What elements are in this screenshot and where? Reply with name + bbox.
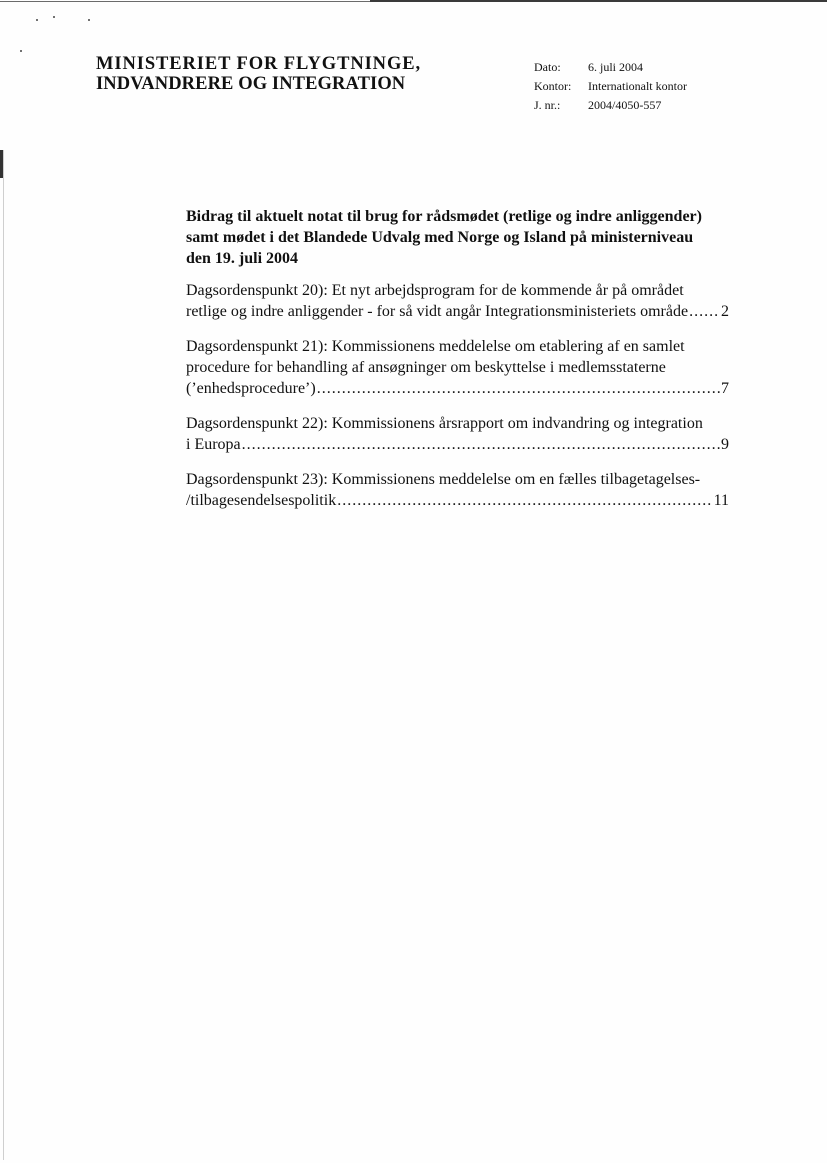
ministry-name	[96, 54, 496, 94]
toc-entry-last-line	[186, 490, 729, 511]
toc-entry-20	[186, 280, 729, 322]
scan-speck	[36, 19, 38, 21]
toc-entry-last-line	[186, 301, 729, 322]
toc-entry-last-line	[186, 434, 729, 455]
journal-number-value: 2004/4050-557	[588, 98, 662, 112]
toc-leader-dots	[242, 434, 720, 455]
toc-entry-line: procedure for behandling af ansøgninger om beskyttelse i medlemsstaterne	[186, 359, 666, 376]
toc-entry-line: i Europa	[186, 436, 241, 453]
toc-page-number: 9	[721, 436, 729, 453]
toc-entry-last-line	[186, 378, 729, 399]
toc-entry-22	[186, 413, 729, 455]
document-heading	[186, 206, 729, 269]
scan-speck	[20, 50, 22, 52]
scan-speck	[88, 19, 90, 21]
office-value: Internationalt kontor	[588, 79, 687, 93]
office-label: Kontor:	[534, 79, 572, 93]
toc-leader-dots	[689, 301, 720, 322]
toc-entry-line: (’enhedsprocedure’)	[186, 380, 316, 397]
scan-speck	[53, 16, 55, 18]
ministry-name-line-1: MINISTERIET FOR FLYGTNINGE,	[96, 54, 421, 74]
toc-entry-21	[186, 336, 729, 399]
heading-line: den 19. juli 2004	[186, 250, 299, 267]
toc-leader-dots	[337, 490, 712, 511]
toc-page-number: 11	[713, 492, 729, 509]
toc-entry-line: retlige og indre anliggender - for så vidt angår Integrationsministeriets område	[186, 303, 689, 320]
ministry-name-line-2: INDVANDRERE OG INTEGRATION	[96, 74, 406, 94]
office-row	[534, 77, 687, 96]
toc-entry-23	[186, 469, 729, 511]
heading-line: Bidrag til aktuelt notat til brug for rådsmødet (retlige og indre anliggender)	[186, 208, 702, 225]
date-row	[534, 58, 687, 77]
toc-entry-line: /tilbagesendelsespolitik	[186, 492, 337, 509]
toc-page-number: 2	[721, 303, 729, 320]
date-label: Dato:	[534, 60, 561, 74]
toc-page-number: 7	[721, 380, 729, 397]
scan-edge-line	[3, 150, 4, 1160]
document-meta	[534, 58, 687, 115]
scan-edge-line	[370, 0, 827, 2]
toc-entry-line: Dagsordenspunkt 20): Et nyt arbejdsprogram for de kommende år på området	[186, 282, 684, 299]
toc-entry-line: Dagsordenspunkt 23): Kommissionens meddelelse om en fælles tilbagetagelses-	[186, 471, 701, 488]
toc-entry-line: Dagsordenspunkt 22): Kommissionens årsrapport om indvandring og integration	[186, 415, 703, 432]
date-value: 6. juli 2004	[588, 60, 644, 74]
journal-number-row	[534, 96, 687, 115]
toc-leader-dots	[317, 378, 720, 399]
journal-number-label: J. nr.:	[534, 98, 561, 112]
toc-entry-line: Dagsordenspunkt 21): Kommissionens meddelelse om etablering af en samlet	[186, 338, 685, 355]
heading-line: samt mødet i det Blandede Udvalg med Norge og Island på ministerniveau	[186, 229, 694, 246]
document-body	[186, 206, 729, 525]
scan-edge-mark	[0, 150, 3, 178]
